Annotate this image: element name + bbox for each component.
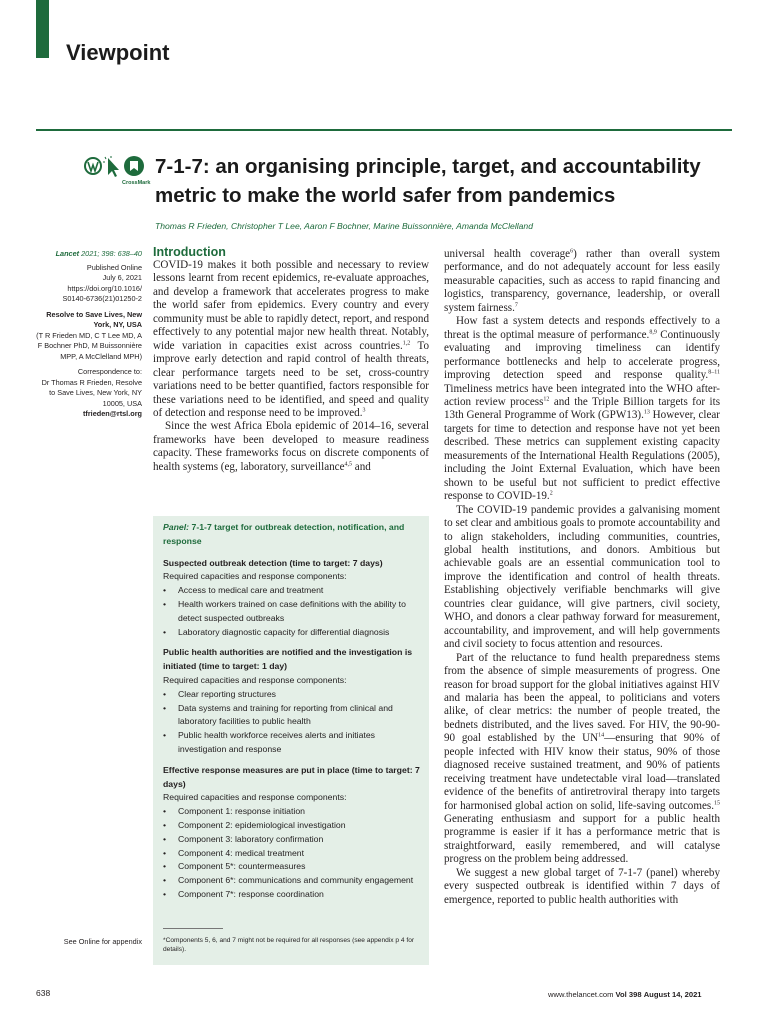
list-item: • Component 5*: countermeasures: [163, 860, 421, 874]
panel-section-heading: Public health authorities are notified and the investigation is initiated (time to target: 1 day): [163, 647, 413, 672]
list-item: • Clear reporting structures: [163, 688, 421, 702]
header-rule: [36, 129, 732, 131]
body-column-right: [444, 248, 720, 907]
correspondence: [36, 367, 142, 420]
panel-subheading: Required capacities and response components:: [163, 674, 347, 685]
publication-info: [36, 263, 142, 305]
correspondence-email[interactable]: tfrieden@rtsl.org: [82, 409, 142, 418]
published-date: July 6, 2021: [102, 273, 142, 282]
citation-journal: Lancet: [55, 249, 80, 258]
panel-title: Panel: 7-1-7 target for outbreak detection, notification, and response: [163, 522, 405, 546]
list-item: • Component 3: laboratory confirmation: [163, 833, 421, 847]
paragraph: universal health coverage$^6$) rather than overall system performance, and do not adequately account for less easily measurable capacities, such as access to rapid financing and logistics, transparency, governance, leadership, or overall system fairness.$^7$: [444, 248, 720, 314]
footer-date: August 14, 2021: [643, 990, 702, 999]
header-accent-bar: [36, 0, 49, 58]
section-heading-introduction: Introduction: [153, 245, 226, 259]
citation-details: 2021; 398: 638–40: [79, 249, 142, 258]
cursor-icon: [103, 156, 119, 177]
citation: [36, 249, 142, 260]
footer-volume: Vol 398: [615, 990, 642, 999]
correspondence-address: Dr Thomas R Frieden, Resolve to Save Lives, New York, NY 10005, USA: [41, 377, 142, 408]
footnote-rule: [163, 928, 223, 929]
doi-link-cont[interactable]: S0140-6736(21)01250-2: [62, 294, 142, 303]
body-column-left: [153, 259, 429, 474]
paragraph: How fast a system detects and responds effectively to a threat is the optimal measure of performance.$^{8,9}$ Continuously evaluating and improving timeliness can identify performance bottlenecks and help to accelerate progress, improving detection speed and response quality.$^{8-11}$ Timeliness metrics have been integrated into the WHO after-action review process$^{12}$ and the Triple Billion targets for its 13th General Programme of Work (GPW13).$^{13}$ However, clear targets for time to detection and response have not yet been described. These metrics can supplement existing capacity measurements of the International Health Regulations (2005), including the Joint External Evaluation, which have been shown to be useful but not sufficient to predict effective response to COVID-19.$^2$: [444, 315, 721, 503]
list-item: • Health workers trained on case definitions with the ability to detect suspected outbreaks: [163, 598, 421, 626]
published-label: Published Online: [86, 262, 142, 272]
crossmark-icon: [124, 156, 144, 176]
list-item: • Laboratory diagnostic capacity for differential diagnosis: [163, 626, 421, 640]
list-item: • Public health workforce receives alerts and initiates investigation and response: [163, 729, 421, 757]
panel-section-heading: Effective response measures are put in place (time to target: 7 days): [163, 764, 420, 789]
paragraph: COVID-19 makes it both possible and necessary to review lessons learnt from recent epidemics, re-evaluate approaches, and develop a framework that accelerates progress to make the world safer from epidemics. Every country and every community must be able to rapidly detect, report, and respond effectively to any potential major new health threat. Notably, wide variation in capacities exist across countries.$^{1,2}$ To improve early detection and rapid control of health threats, clear performance targets need to be set, cross-country variations need to be better quantified, factors responsible for these variations need to be identified, and speed and quality of detection and response need to be improved.$^3$: [153, 259, 429, 419]
affiliation: [36, 310, 142, 363]
panel-footnote: *Components 5, 6, and 7 might not be required for all responses (see appendix p 4 for details).: [163, 937, 415, 953]
footer-journal-info: [548, 990, 702, 999]
list-item: • Data systems and training for reporting from clinical and laboratory facilities to public health: [163, 702, 421, 730]
panel-subheading: Required capacities and response components:: [163, 571, 347, 582]
footer-site[interactable]: www.thelancet.com: [548, 990, 614, 999]
author-list: Thomas R Frieden, Christopher T Lee, Aaron F Bochner, Marine Buissonnière, Amanda McClelland: [155, 221, 533, 231]
crossmark-label: CrossMark: [122, 180, 151, 186]
paragraph: Since the west Africa Ebola epidemic of 2014–16, several frameworks have been developed to measure readiness capacity. These frameworks focus on discrete components of health systems (eg, laboratory, surveillance$^{4,5}$ and: [153, 420, 429, 473]
paragraph: Part of the reluctance to fund health preparedness stems from the absence of simple measurements of progress. One reason for broad support for the global initiatives against HIV and malaria has been the appeal, to politicians and voters alike, of clear metrics: the number of people treated, the bednets distributed, and the lives saved. For HIV, the 90-90-90 goal established by the UN$^{14}$—ensuring that 90% of people infected with HIV know their status, 90% of those diagnosed receive sustained treatment, and 90% of patients receiving treatment have undetectable viral load—translated evidence of the benefits of antiretroviral therapy into targets for harmonised global action on solid, life-saving outcomes.$^{15}$ Generating enthusiasm and support for a public health programme is easier if it has a performance metric that is straightforward, easily remembered, and will catalyse progress on the problem being addressed.: [444, 651, 720, 866]
section-label: Viewpoint: [66, 40, 170, 65]
page-number: 638: [36, 988, 51, 998]
panel-list: [163, 584, 421, 639]
list-item: • Component 4: medical treatment: [163, 847, 421, 861]
correspondence-label: Correspondence to:: [77, 367, 142, 376]
see-online-note[interactable]: See Online for appendix: [63, 937, 142, 946]
article-badges: [84, 154, 150, 194]
affiliation-people: (T R Frieden MD, C T Lee MD, A F Bochner PhD, M Buissonnière MPP, A McClelland MPH): [36, 330, 142, 361]
doi-link[interactable]: https://doi.org/10.1016/: [67, 283, 142, 293]
panel-list: [163, 688, 421, 757]
affiliation-org: Resolve to Save Lives, New York, NY, USA: [46, 309, 142, 329]
panel-list: [163, 805, 421, 902]
list-item: • Component 6*: communications and community engagement: [163, 874, 421, 888]
list-item: • Component 2: epidemiological investigation: [163, 819, 421, 833]
panel-section-heading: Suspected outbreak detection (time to target: 7 days): [163, 557, 383, 568]
panel-box: [153, 516, 429, 965]
list-item: • Access to medical care and treatment: [163, 584, 421, 598]
panel-subheading: Required capacities and response components:: [163, 792, 347, 803]
open-access-icon: [85, 158, 101, 174]
badges-svg: [84, 154, 150, 194]
article-sidebar: [36, 249, 142, 425]
list-item: • Component 1: response initiation: [163, 805, 421, 819]
list-item: • Component 7*: response coordination: [163, 888, 421, 902]
paragraph: We suggest a new global target of 7-1-7 (panel) whereby every suspected outbreak is identified within 7 days of emergence, reported to public health authorities with: [444, 866, 720, 906]
article-title: 7-1-7: an organising principle, target, and accountability metric to make the world safer from pandemics: [155, 155, 701, 207]
paragraph: The COVID-19 pandemic provides a galvanising moment to set clear and ambitious goals to promote accountability and to align stakeholders, including communities, countries, global health institutions, and donors. Ambitious but achievable goals are an essential communication tool to improve the identification and control of health threats. Establishing objectively verifiable benchmarks will give countries clear guidance, will give partners, civil society, WHO, and donors a clear pathway forward for measurement, accountability, and improvement, and will help governments and civil society to focus attention and resources.: [444, 503, 720, 651]
